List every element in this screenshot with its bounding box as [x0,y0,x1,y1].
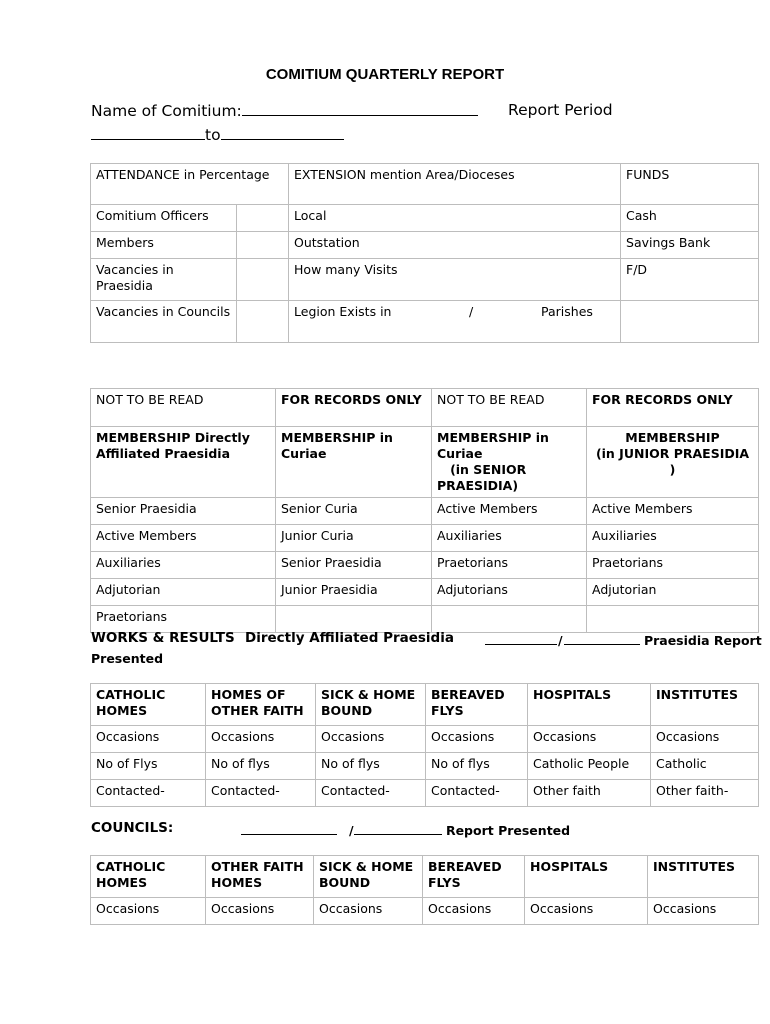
works-results-table [90,683,759,807]
works-header: SICK & HOME BOUND [316,684,426,726]
membership-cell: Praetorians [91,606,276,633]
works-header: INSTITUTES [651,684,759,726]
membership-cell: Auxiliaries [91,552,276,579]
membership-cell: Auxiliaries [432,525,587,552]
councils-table [90,855,759,925]
attendance-label: Members [91,232,237,259]
attendance-value-cell[interactable] [237,205,289,232]
comitium-name-label: Name of Comitium: [91,102,242,120]
works-cell: Occasions [426,726,528,753]
works-suffix: Praesidia Report [643,633,762,648]
extension-label: How many Visits [289,259,621,301]
not-to-be-read-header: NOT TO BE READ [432,389,587,427]
membership-cell: Active Members [587,498,759,525]
funds-empty-cell[interactable] [621,301,759,343]
attendance-value-cell[interactable] [237,301,289,343]
councils-cell: Occasions [423,898,525,925]
works-cell: Occasions [316,726,426,753]
funds-label: F/D [621,259,759,301]
councils-cell: Occasions [648,898,759,925]
works-slash: / [558,633,563,648]
period-to-field[interactable] [221,125,344,140]
councils-suffix: Report Presented [445,823,571,838]
legion-exists-cell [289,301,621,343]
works-header: HOMES OF OTHER FAITH [206,684,316,726]
for-records-only-header: FOR RECORDS ONLY [276,389,432,427]
works-cell: Contacted- [316,780,426,807]
councils-cell: Occasions [525,898,648,925]
extension-label: Outstation [289,232,621,259]
extension-header: EXTENSION mention Area/Dioceses [289,164,621,205]
works-cell: Contacted- [91,780,206,807]
works-cell: Catholic [651,753,759,780]
membership-cell: Senior Curia [276,498,432,525]
comitium-name-field[interactable] [242,101,478,116]
membership-cell [432,606,587,633]
councils-header: SICK & HOME BOUND [314,856,423,898]
for-records-only-header: FOR RECORDS ONLY [587,389,759,427]
membership-cell: Adjutorian [91,579,276,606]
councils-header: OTHER FAITH HOMES [206,856,314,898]
membership-table [90,388,759,633]
membership-cell: Praetorians [587,552,759,579]
councils-count-field[interactable] [241,821,337,835]
councils-total-field[interactable] [354,821,442,835]
membership-cell: Junior Praesidia [276,579,432,606]
works-report-row [485,631,762,648]
works-cell: Occasions [91,726,206,753]
membership-curiae-header: MEMBERSHIP in Curiae [276,427,432,498]
membership-cell: Praetorians [432,552,587,579]
works-cell: Occasions [528,726,651,753]
works-header: HOSPITALS [528,684,651,726]
works-header: BEREAVED FLYS [426,684,528,726]
membership-junior-header: MEMBERSHIP (in JUNIOR PRAESIDIA ) [587,427,759,498]
funds-label: Savings Bank [621,232,759,259]
works-cell: Contacted- [426,780,528,807]
works-cell: Occasions [206,726,316,753]
membership-cell [276,606,432,633]
councils-cell: Occasions [314,898,423,925]
funds-header: FUNDS [621,164,759,205]
membership-affiliated-header: MEMBERSHIP Directly Affiliated Praesidia [91,427,276,498]
works-count-field[interactable] [485,631,557,645]
membership-cell: Active Members [91,525,276,552]
works-cell: No of flys [426,753,528,780]
works-subtitle: Directly Affiliated Praesidia [245,630,454,646]
works-cell: Other faith [528,780,651,807]
councils-slash: / [349,823,354,838]
period-to-label: to [205,126,221,144]
membership-cell [587,606,759,633]
works-cell: Other faith- [651,780,759,807]
membership-cell: Active Members [432,498,587,525]
works-cell: No of Flys [91,753,206,780]
attendance-label: Vacancies in Praesidia [91,259,237,301]
works-total-field[interactable] [564,631,640,645]
works-cell: No of flys [316,753,426,780]
attendance-value-cell[interactable] [237,232,289,259]
membership-cell: Auxiliaries [587,525,759,552]
works-presented: Presented [91,651,164,666]
attendance-label: Comitium Officers [91,205,237,232]
works-cell: Contacted- [206,780,316,807]
councils-header: CATHOLIC HOMES [91,856,206,898]
membership-senior-header: MEMBERSHIP in Curiae (in SENIOR PRAESIDIA) [432,427,587,498]
councils-header: HOSPITALS [525,856,648,898]
not-to-be-read-header: NOT TO BE READ [91,389,276,427]
councils-cell: Occasions [91,898,206,925]
period-from-field[interactable] [91,125,205,140]
works-cell: Catholic People [528,753,651,780]
extension-label: Local [289,205,621,232]
extension-label: Legion Exists in [294,304,392,319]
comitium-name-row [91,101,478,120]
report-period-label: Report Period [508,101,613,119]
report-title: COMITIUM QUARTERLY REPORT [265,66,505,83]
membership-cell: Junior Curia [276,525,432,552]
councils-label: COUNCILS: [91,820,174,836]
works-cell: Occasions [651,726,759,753]
works-cell: No of flys [206,753,316,780]
works-results-label: WORKS & RESULTS [91,630,235,646]
attendance-header: ATTENDANCE in Percentage [91,164,289,205]
period-row [91,125,344,144]
parishes-label: Parishes [541,304,593,319]
membership-cell: Adjutorian [587,579,759,606]
councils-header: INSTITUTES [648,856,759,898]
membership-cell: Adjutorians [432,579,587,606]
legion-slash: / [469,304,474,319]
works-header: CATHOLIC HOMES [91,684,206,726]
membership-cell: Senior Praesidia [91,498,276,525]
attendance-value-cell[interactable] [237,259,289,301]
attendance-label: Vacancies in Councils [91,301,237,343]
funds-label: Cash [621,205,759,232]
councils-header: BEREAVED FLYS [423,856,525,898]
councils-cell: Occasions [206,898,314,925]
councils-report-row [241,821,570,838]
membership-cell: Senior Praesidia [276,552,432,579]
attendance-extension-funds-table [90,163,759,343]
